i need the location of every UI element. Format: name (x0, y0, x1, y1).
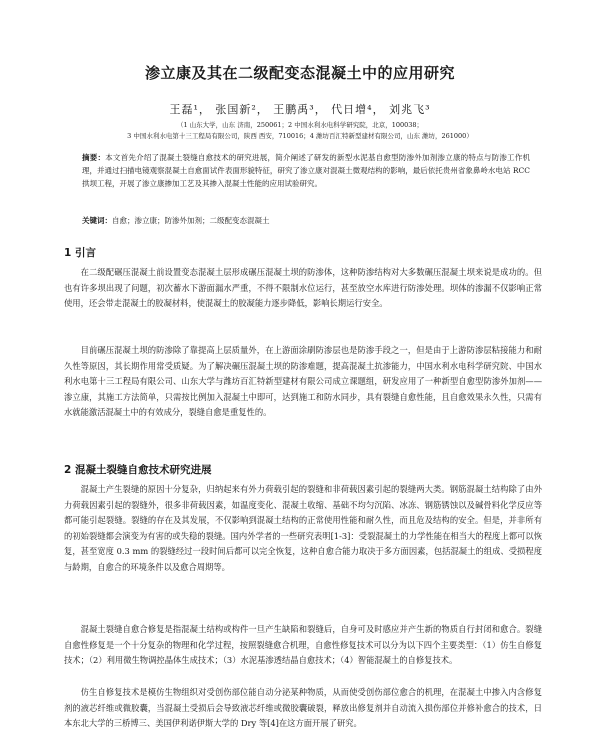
body-paragraph: 混凝土产生裂缝的原因十分复杂，归纳起来有外力荷载引起的裂缝和非荷载因素引起的裂缝两大类。钢筋混凝土结构除了由外力荷载因素引起的裂缝外，很多非荷载因素，如温度变化、混凝土收缩、基础不均匀沉陷、冰冻、钢筋锈蚀以及碱骨料化学反应等都可能引起裂缝。裂缝的存在及其发展，不仅影响到混凝土结构的正常使用性能和耐久性，而且危及结构的安全。但是，并非所有的初始裂缝都会演变为有害的或失稳的裂缝。国内外学者的一些研究表明[1-3]：受裂混凝土的力学性能在相当大的程度上都可以恢复，甚至宽度 0.3 mm 的裂缝经过一段时间后都可以完全恢复，这种自愈合能力取决于多方面因素，包括混凝土的组成、受损程度与龄期，自愈合的环境条件以及愈合周期等。 (64, 484, 542, 572)
abstract-text: 本文首先介绍了混凝土裂缝自愈技术的研究进展，简介阐述了研发的新型水泥基自愈型防渗外加剂渗立康的特点与防渗工作机理，并通过扫描电镜观察混凝土自愈面试件表面形貌特征，研究了渗立康对混凝土微观结构的影响，最后依托贵州省象鼻岭水电站 RCC 拱坝工程，开展了渗立康掺加工艺及其掺入混凝土性能的应用试验研究。 (82, 153, 530, 188)
body-paragraph: 混凝土裂缝自愈合修复是指混凝土结构或构件一旦产生缺陷和裂缝后，自身可及时感应并产生新的物质自行封闭和愈合。裂缝自愈性修复是一个十分复杂的物理和化学过程，按照裂缝愈合机理，自愈性修复技术可以分为以下四个主要类型：（1）仿生自修复技术；（2）利用微生物调控晶体生成技术；（3）水泥基渗透结晶自愈技术；（4）智能混凝土的自修复技术。 (64, 624, 542, 666)
section-heading-introduction: 1 引言 (64, 247, 96, 259)
affiliation-line-2: 3 中国水利水电第十三工程局有限公司，陕西 西安，710016；4 潍坊百汇特新型建材有限公司，山东 潍坊，261000） (127, 132, 473, 140)
author-list: 王磊¹， 张国新²， 王鹏禹³， 代日增⁴， 刘兆飞³ (169, 103, 431, 116)
abstract (82, 151, 530, 190)
keywords-label: 关键词： (82, 216, 112, 225)
section-heading-self-healing: 2 混凝土裂缝自愈技术研究进展 (64, 464, 212, 476)
paper-title: 渗立康及其在二级配变态混凝土中的应用研究 (144, 64, 455, 82)
body-paragraph: 仿生自修复技术是模仿生物组织对受创伤部位能自动分泌某种物质，从而使受创伤部位愈合的机理，在混凝土中掺入内含修复剂的液芯纤维或微胶囊，当混凝土受损后会导致液芯纤维或微胶囊破裂，释放出修复剂并自动流入损伤部位并修补愈合的技术，日本东北大学的三桥博三、美国伊利诺伊斯大学的 Dry 等[4]在这方面开展了研究。 (64, 687, 542, 729)
keywords (82, 215, 530, 227)
keywords-text: 自愈；渗立康；防渗外加剂；二级配变态混凝土 (112, 216, 270, 225)
affiliation-line-1: （1 山东大学，山东 济南，250061；2 中国水利水电科学研究院，北京，100038； (176, 121, 424, 129)
abstract-label: 摘要： (82, 153, 106, 162)
body-paragraph: 目前碾压混凝土坝的防渗除了靠提高上层质量外，在上游面涂刷防渗层也是防渗手段之一，但是由于上游防渗层粘接能力和耐久性等原因，其长期作用常受质疑。为了解决碾压混凝土坝的防渗难题，提高混凝土抗渗能力，中国水利水电科学研究院、中国水利水电第十三工程局有限公司、山东大学与潍坊百汇特新型建材有限公司成立课题组，研发应用了一种新型自愈型防渗外加剂——渗立康，其施工方法简单，只需按比例加入混凝土中即可，达到施工和防水同步，具有裂缝自愈性能，且自愈效果永久性，只需有水就能激活混凝土中的有效成分，裂缝自愈是重复性的。 (64, 345, 542, 418)
body-paragraph: 在二级配碾压混凝土前设置变态混凝土层形成碾压混凝土坝的防渗体，这种防渗结构对大多数碾压混凝土坝来说是成功的。但也有许多坝出现了问题，初次蓄水下游面漏水严重，不得不限制水位运行，甚至放空水库进行防渗处理。坝体的渗漏不仅影响正常使用，还会带走混凝土的胶凝材料，使混凝土的胶凝能力逐步降低，影响长期运行安全。 (64, 267, 542, 309)
